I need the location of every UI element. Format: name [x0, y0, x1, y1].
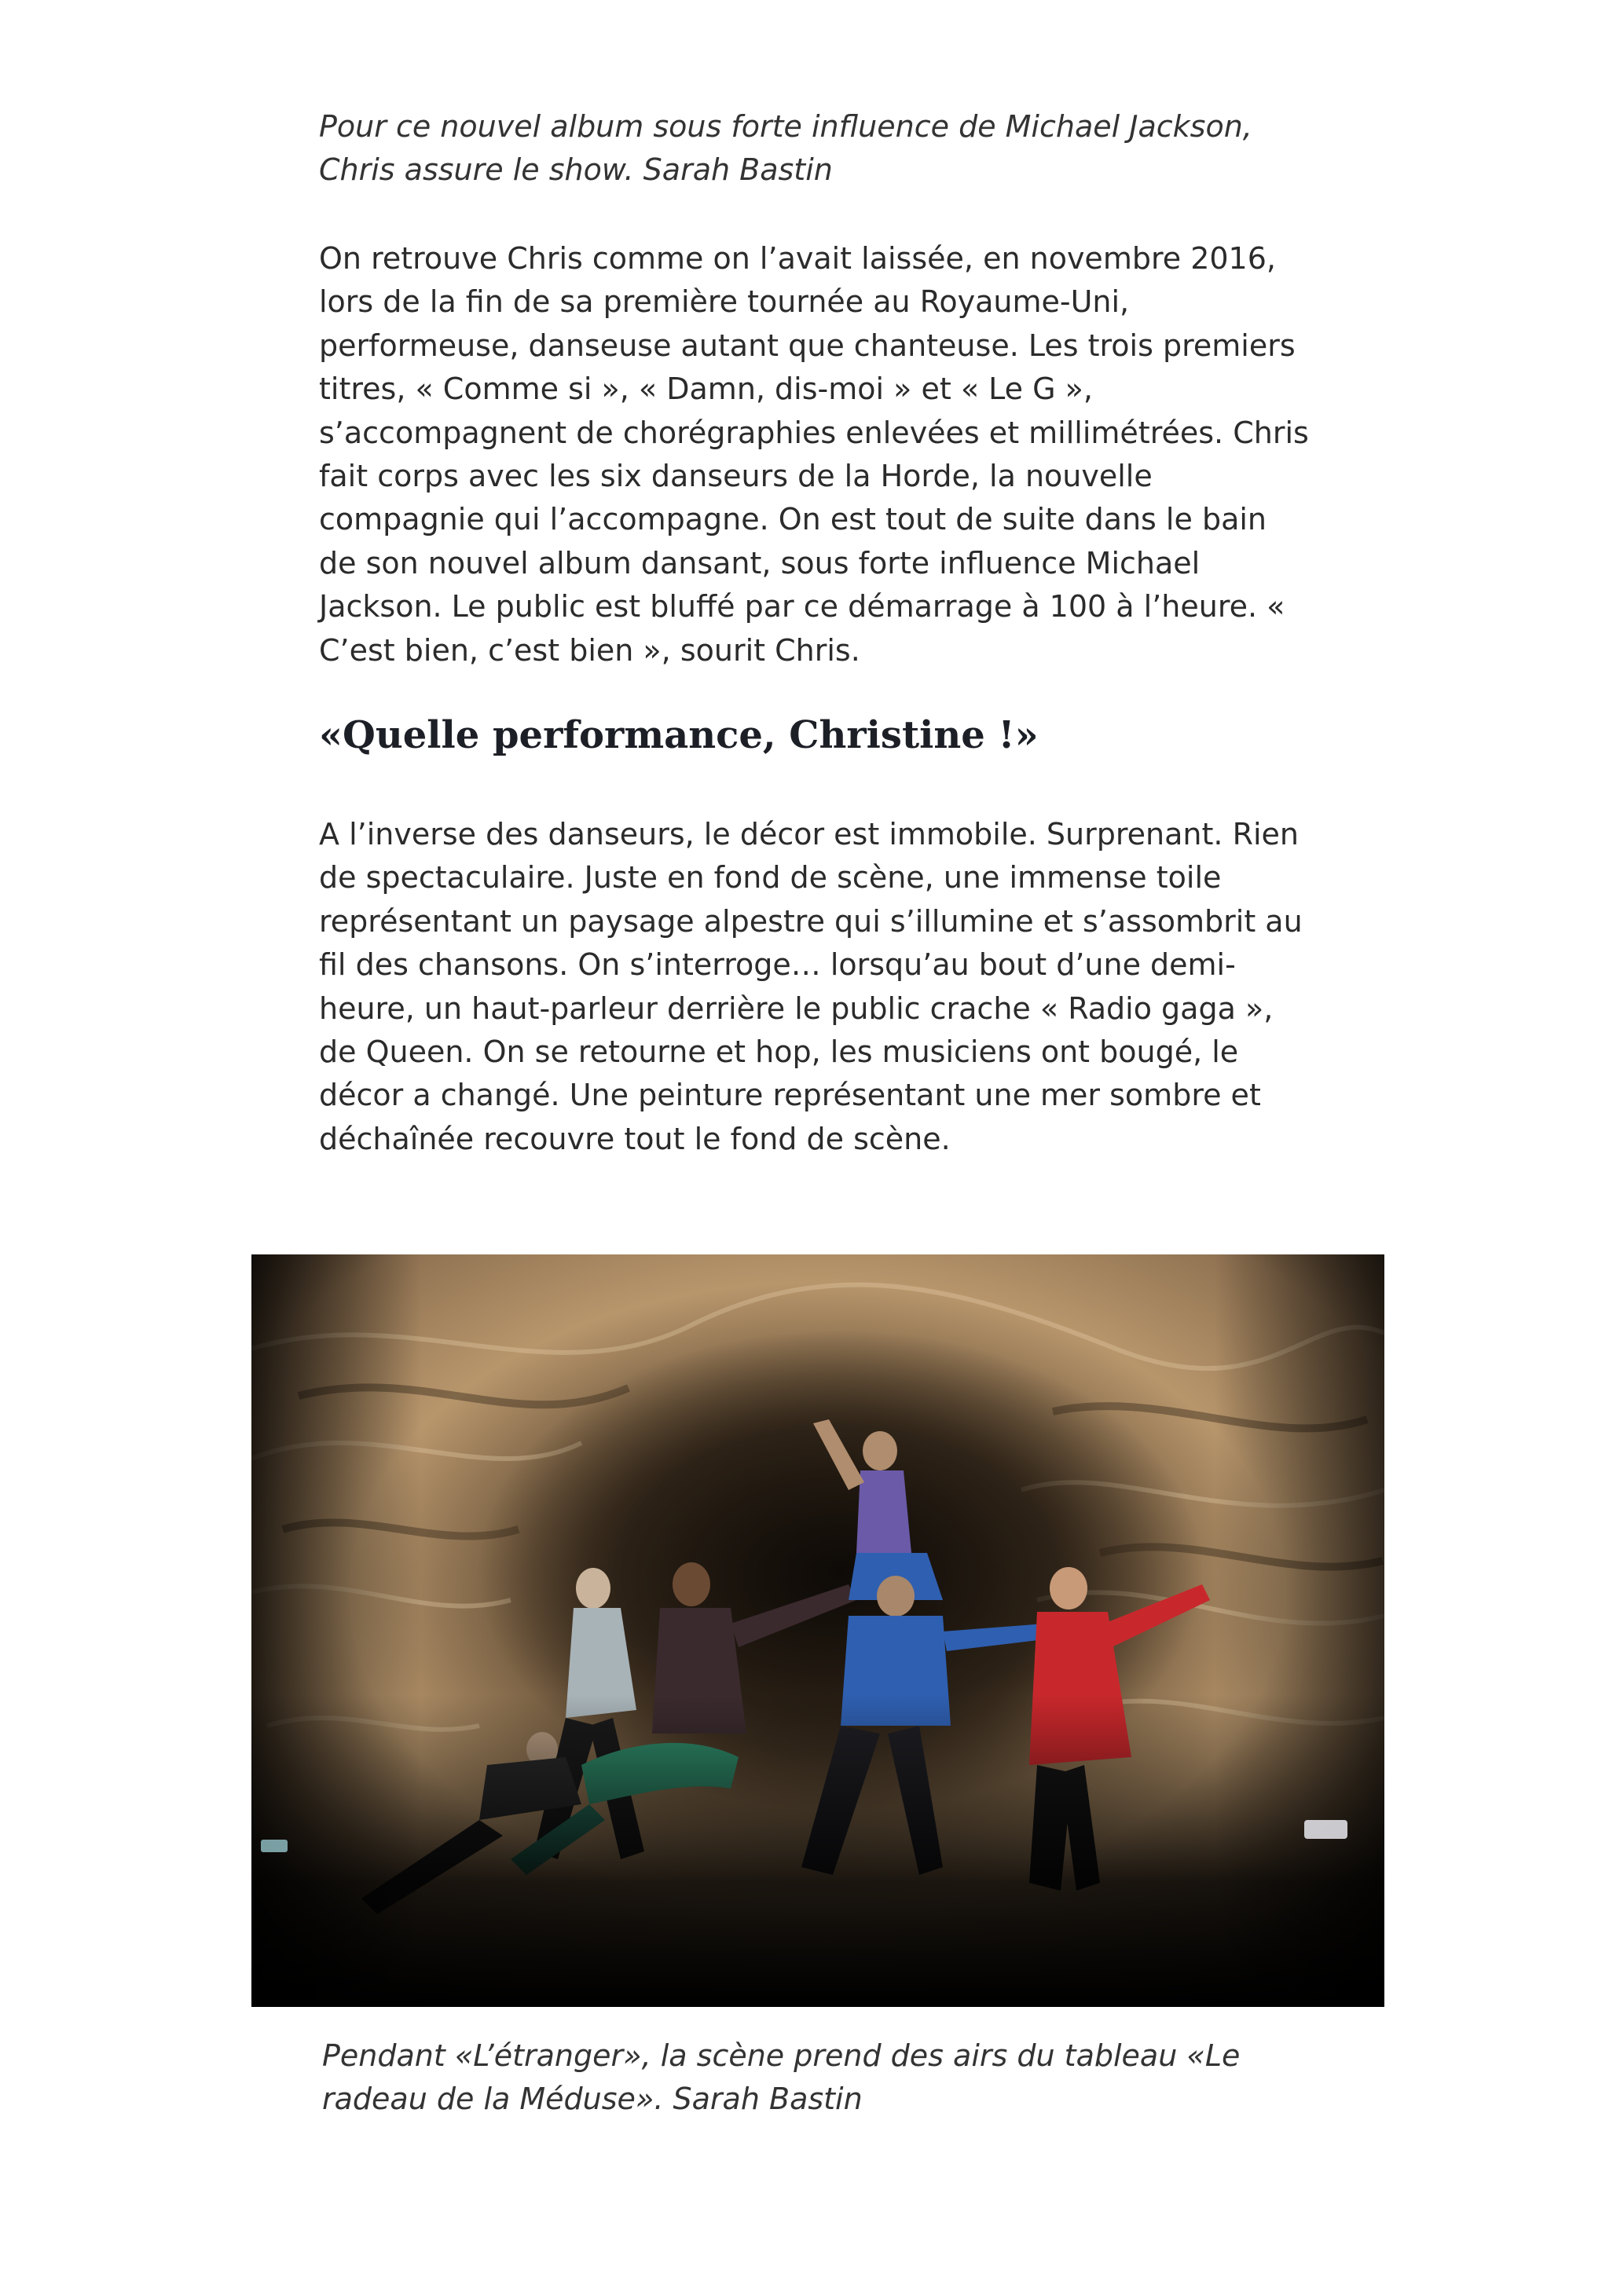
article-paragraph-2: A l’inverse des danseurs, le décor est immobile. Surprenant. Rien de spectaculaire. Juste en fond de scène, une immense toile représentant un paysage alpestre qui s’illumine et s’assombrit au fil des chansons. On s’interroge… lorsqu’au bout d’une demi-heure, un haut-parleur derrière le public crache « Radio gaga », de Queen. On se retourne et hop, les musiciens ont bougé, le décor a changé. Une peinture représentant une mer sombre et déchaînée recouvre tout le fond de scène.	[319, 817, 1303, 1156]
stage-photo	[251, 1254, 1384, 2007]
article-paragraph-1: On retrouve Chris comme on l’avait laissée, en novembre 2016, lors de la fin de sa première tournée au Royaume-Uni, performeuse, danseuse autant que chanteuse. Les trois premiers titres, « Comme si », « Damn, dis-moi » et « Le G », s’accompagnent de chorégraphies enlevées et millimétrées. Chris fait corps avec les six danseurs de la Horde, la nouvelle compagnie qui l’accompagne. On est tout de suite dans le bain de son nouvel album dansant, sous forte influence Michael Jackson. Le public est bluffé par ce démarrage à 100 à l’heure. « C’est bien, c’est bien », sourit Chris.	[319, 241, 1309, 668]
photo-caption-bottom: Pendant «L’étranger», la scène prend des airs du tableau «Le radeau de la Méduse». Sarah Bastin	[322, 2038, 1241, 2116]
section-heading: «Quelle performance, Christine !»	[319, 713, 1039, 757]
photo-caption-top: Pour ce nouvel album sous forte influence de Michael Jackson, Chris assure le show. Sarah Bastin	[319, 109, 1252, 187]
photo-side-vignette	[251, 1254, 1384, 2007]
